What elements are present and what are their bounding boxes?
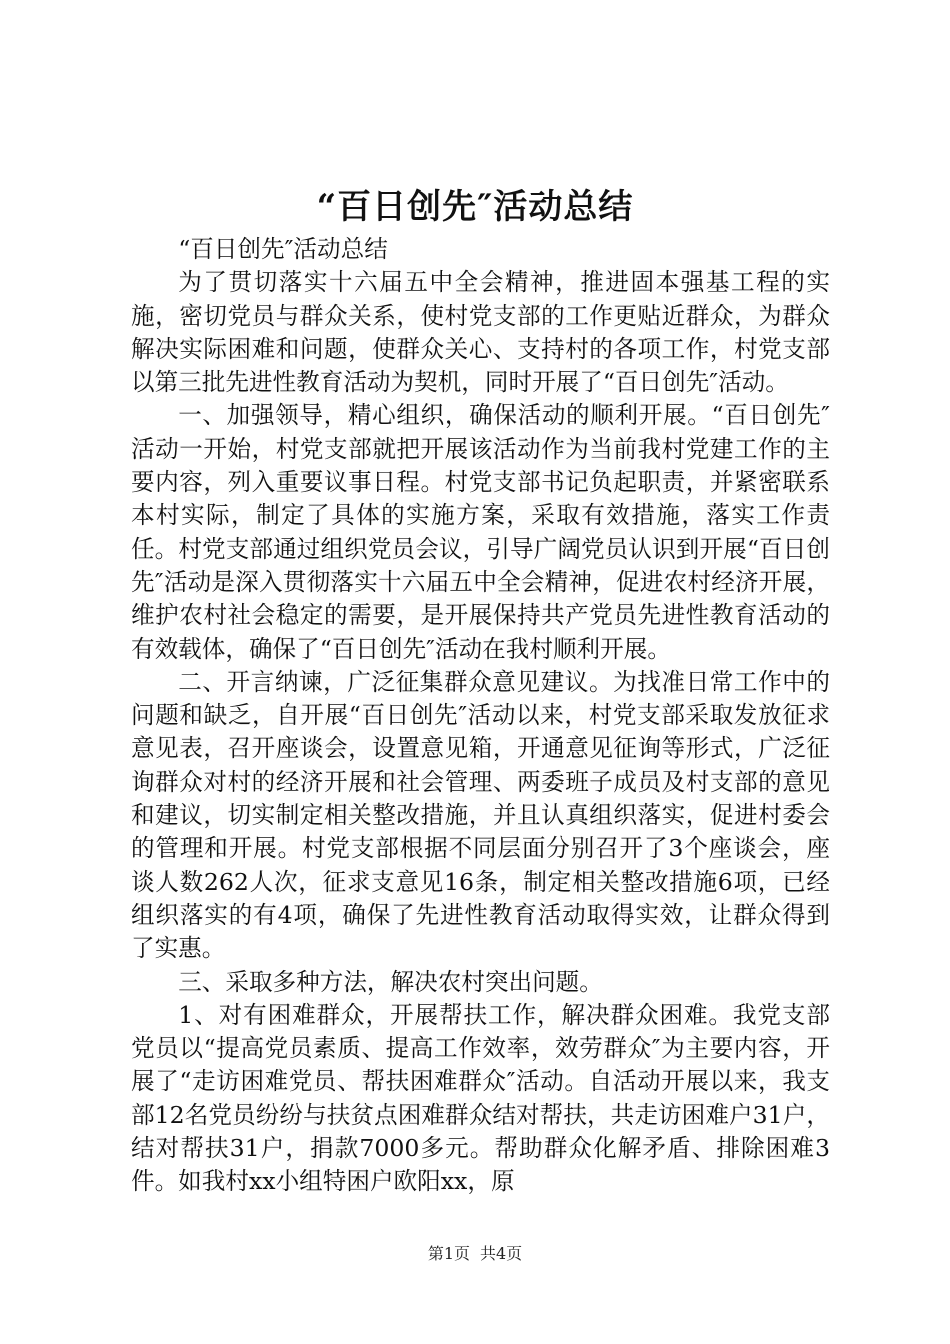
document-body: [131, 233, 830, 1199]
document-title: “百日创先″活动总结: [316, 187, 634, 227]
paragraph-section-3-item-1: 1、对有困难群众，开展帮扶工作，解决群众困难。我党支部党员以“提高党员素质、提高工作效率，效劳群众″为主要内容，开展了“走访困难党员、帮扶困难群众″活动。自活动开展以来，我支部12名党员纷纷与扶贫点困难群众结对帮扶，共走访困难户31户，结对帮扶31户，捐款7000多元。帮助群众化解矛盾、排除困难3件。如我村xx小组特困户欧阳xx，原: [131, 1000, 830, 1196]
paragraph-section-3-heading: 三、采取多种方法，解决农村突出问题。: [178, 967, 603, 996]
page-footer: [0, 1243, 950, 1265]
page-number-current: 第1页: [427, 1244, 470, 1263]
page-number-total: 共4页: [480, 1244, 523, 1263]
paragraph-subtitle: “百日创先″活动总结: [178, 235, 388, 263]
paragraph-section-1: 一、加强领导，精心组织，确保活动的顺利开展。“百日创先″活动一开始，村党支部就把开展该活动作为当前我村党建工作的主要内容，列入重要议事日程。村党支部书记负起职责，并紧密联系本村实际，制定了具体的实施方案，采取有效措施，落实工作责任。村党支部通过组织党员会议，引导广阔党员认识到开展“百日创先″活动是深入贯彻落实十六届五中全会精神，促进农村经济开展，维护农村社会稳定的需要，是开展保持共产党员先进性教育活动的有效载体，确保了“百日创先″活动在我村顺利开展。: [131, 401, 830, 663]
paragraph-intro: 为了贯切落实十六届五中全会精神，推进固本强基工程的实施，密切党员与群众关系，使村党支部的工作更贴近群众，为群众解决实际困难和问题，使群众关心、支持村的各项工作，村党支部以第三批先进性教育活动为契机，同时开展了“百日创先″活动。: [131, 268, 830, 397]
paragraph-section-2: 二、开言纳谏，广泛征集群众意见建议。为找准日常工作中的问题和缺乏，自开展“百日创先″活动以来，村党支部采取发放征求意见表，召开座谈会，设置意见箱，开通意见征询等形式，广泛征询群众对村的经济开展和社会管理、两委班子成员及村支部的意见和建议，切实制定相关整改措施，并且认真组织落实，促进村委会的管理和开展。村党支部根据不同层面分别召开了3个座谈会，座谈人数262人次，征求支意见16条，制定相关整改措施6项，已经组织落实的有4项，确保了先进性教育活动取得实效，让群众得到了实惠。: [131, 667, 830, 963]
